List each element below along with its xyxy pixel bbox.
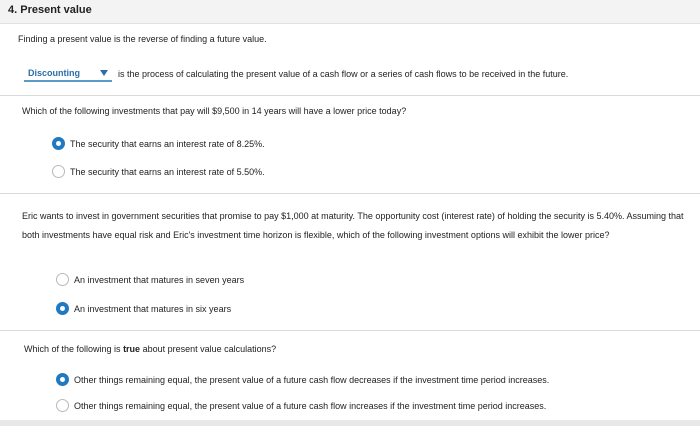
chevron-down-icon: [100, 70, 108, 76]
q1-prompt: Which of the following investments that pay will $9,500 in 14 years will have a lower price today?: [22, 106, 407, 116]
q3-option-2-label[interactable]: Other things remaining equal, the present value of a future cash flow increases if the investment time period increases.: [74, 401, 547, 411]
q3-prompt-after: about present value calculations?: [142, 344, 277, 354]
q3-option-1-radio[interactable]: [56, 373, 69, 386]
q3-prompt: [24, 344, 276, 354]
q1-option-2-radio[interactable]: [52, 165, 65, 178]
section-divider: [0, 95, 700, 96]
discounting-dropdown[interactable]: [24, 66, 112, 82]
q2-prompt: Eric wants to invest in government securities that promise to pay $1,000 at maturity. The opportunity cost (interest rate) of holding the security is 5.40%. Assuming that both investments have equal risk and Eric's investment time horizon is flexible, which of the following investment options will exhibit the lower price?: [22, 211, 684, 240]
q2-option-1-radio[interactable]: [56, 273, 69, 286]
q3-prompt-emphasis: true: [123, 344, 141, 354]
q2-option-1-label[interactable]: An investment that matures in seven years: [74, 275, 245, 285]
q1-option-1-label[interactable]: The security that earns an interest rate of 8.25%.: [70, 139, 265, 149]
q2-option-2-label[interactable]: An investment that matures in six years: [74, 304, 232, 314]
q3-prompt-before: Which of the following is: [24, 344, 121, 354]
question-title: 4. Present value: [8, 4, 92, 16]
intro-text: Finding a present value is the reverse of finding a future value.: [18, 34, 267, 44]
bottom-edge: [0, 420, 700, 426]
q1-option-1-radio[interactable]: [52, 137, 65, 150]
q1-option-2-label[interactable]: The security that earns an interest rate of 5.50%.: [70, 167, 265, 177]
q3-option-2-radio[interactable]: [56, 399, 69, 412]
question-header: [0, 0, 700, 24]
q2-option-2-radio[interactable]: [56, 302, 69, 315]
dropdown-sentence-text: is the process of calculating the present value of a cash flow or a series of cash flows to be received in the future.: [118, 69, 569, 79]
q3-option-1-label[interactable]: Other things remaining equal, the present value of a future cash flow decreases if the investment time period increases.: [74, 375, 550, 385]
dropdown-selected-value: Discounting: [28, 68, 80, 78]
section-divider: [0, 193, 700, 194]
section-divider: [0, 330, 700, 331]
